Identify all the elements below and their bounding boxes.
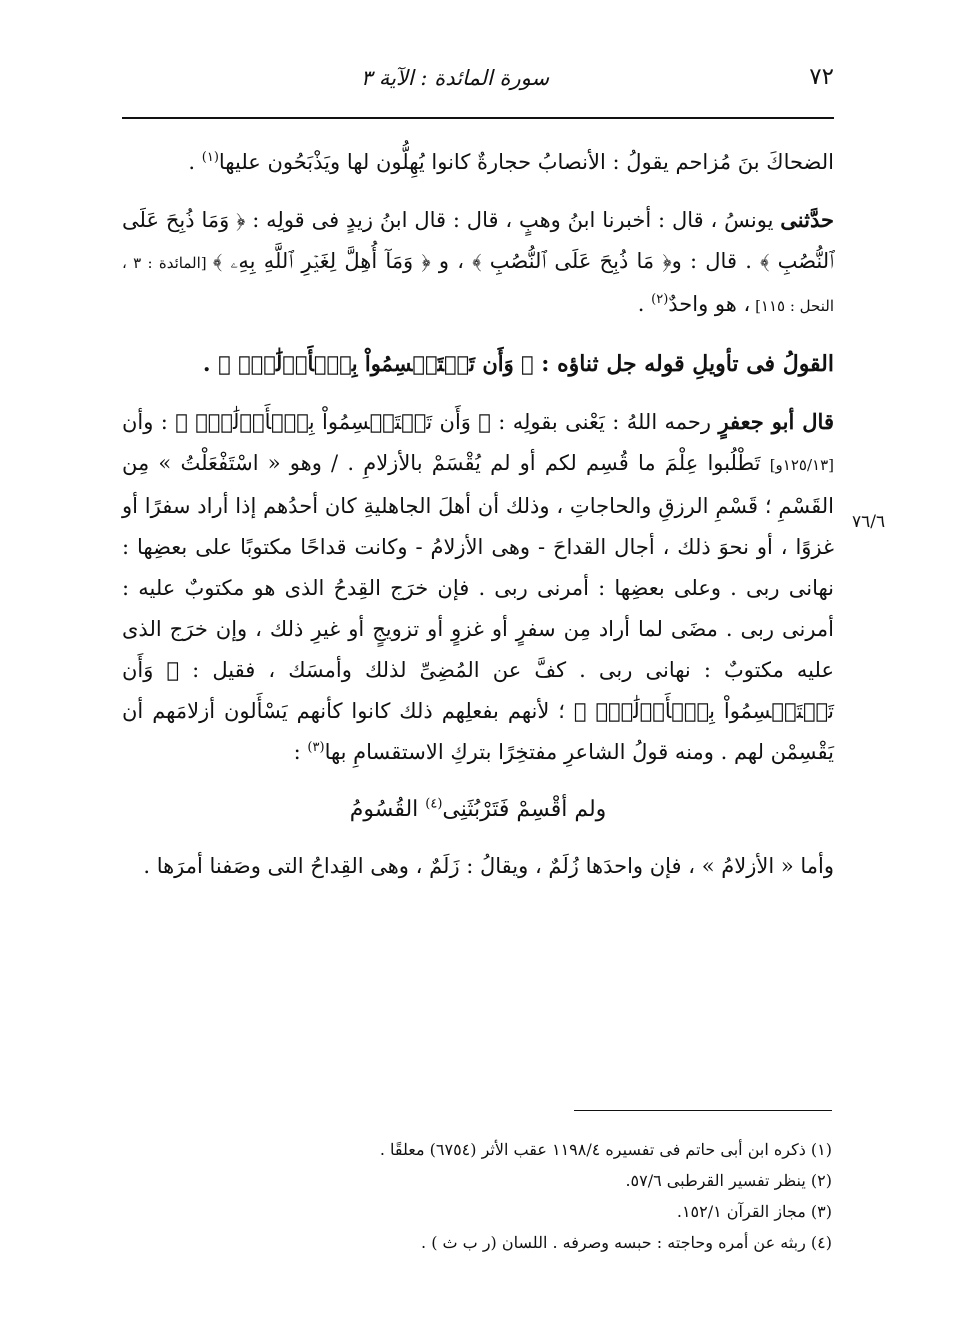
- quran-quote: ﴿ وَأَن تَسۡتَقۡسِمُواْ بِٱلۡأَزۡلَٰمِۚ ﴾: [122, 658, 835, 723]
- quran-quote: ﴿ وَمَآ أُهِلَّ لِغَيۡرِ ٱللَّهِ بِهِۦ ﴾: [212, 249, 431, 273]
- paragraph-text: تَطْلُبوا عِلْمَ ما قُسِم لكم أو لم يُقْسَمْ بالأزلامِ . / وهو « اسْتَفْعَلْتُ » مِن القَسْمِ ؛ قَسْمِ الرزقِ والحاجاتِ ، وذلك أن أهلَ الجاهليةِ كان أحدُهم إذا أراد سفرًا أو غزوًا ، أو نحوَ ذلك ، أجال القداحَ - وهى الأزلامُ - وكانت قداحًا مكتوبًا على بعضِها : نهانى ربى . وعلى بعضِها : أمرنى ربى . فإن خرَج القِدحُ الذى هو مكتوبٌ عليه : أمرنى ربى . مضَى لما أراد مِن سفرٍ أو غزوٍ أو تزويجٍ أو غيرِ ذلك ، وإن خرَج الذى عليه مكتوبٌ : نهانى ربى . كفَّ عن المُضِىِّ لذلك وأمسَك ، فقيل :: [122, 451, 834, 682]
- paragraph-3: [122, 401, 834, 773]
- footnotes: [230, 1134, 832, 1258]
- manuscript-reference: [١٢٥/١٣و]: [769, 456, 834, 474]
- paragraph-text: يونسُ ، قال : أخبرنا ابنُ وهبٍ ، قال : قال ابنُ زيدٍ فى قولِه :: [245, 208, 781, 232]
- paragraph-text: .: [188, 150, 202, 174]
- footnote-marker: (٣): [307, 740, 325, 755]
- footnote-marker: (٢): [651, 292, 669, 307]
- footnote-rule: [574, 1110, 832, 1111]
- quran-quote: ﴿ وَمَا ذُبِحَ عَلَى ٱلنُّصُبِ ﴾: [122, 208, 834, 273]
- header-rule: [122, 117, 834, 119]
- verse-text: ولم أقْسِمْ فَتَرْبُثَنِى: [442, 797, 607, 822]
- page-number: ٧٢: [809, 64, 834, 90]
- footnote-4: (٤) ربثه عن أمره وحاجته : حبسه وصرفه . اللسان (ر ب ث ) .: [421, 1233, 832, 1252]
- paragraph-text: :: [293, 740, 308, 764]
- paragraph-text: وأما « الأزلامُ » ، فإن واحدَها زُلَمٌ ، ويقالُ : زَلَمٌ ، وهى القِداحُ التى وصَفنا أمرَها .: [143, 854, 834, 878]
- paragraph-text: ، و: [430, 249, 473, 273]
- paragraph-4: [122, 846, 834, 887]
- paragraph-1: [122, 142, 834, 183]
- paragraph-text: : وأن: [122, 410, 176, 434]
- verse-reference: [المائدة : ٣ ، النحل : ١١٥]: [122, 254, 834, 315]
- footnote-3: (٣) مجاز القرآن ١٥٢/١.: [676, 1202, 832, 1221]
- section-heading: [122, 343, 834, 385]
- narration-lead: قال أبو جعفرٍ: [718, 409, 834, 434]
- paragraph-text: رحمه اللهُ : يَعْنى بقولِه :: [490, 410, 719, 434]
- main-text: [122, 142, 834, 903]
- running-title: سورة المائدة : الآية ٣: [360, 66, 550, 90]
- paragraph-text: ، هو واحدٌ: [668, 292, 751, 316]
- paragraph-text: الضحاكَ بنَ مُزاحم يقولُ : الأنصابُ حجارةٌ كانوا يُهِلُّون لها ويَذْبَحُون عليها: [218, 150, 834, 174]
- footnote-marker: (١): [201, 150, 219, 165]
- quran-quote: ﴿ وَأَن تَسۡتَقۡسِمُواْ بِٱلۡأَزۡلَٰمِۚ ﴾: [175, 410, 491, 434]
- verse-text: القُسُومُ: [349, 797, 426, 822]
- paragraph-text: . قال : و: [671, 249, 761, 273]
- paragraph-text: ؛ لأنهم بفعلِهم ذلك كانوا كأنهم يَسْأَلون أزلامَهم أن يَقْسِمْن لهم . ومنه قولُ الشاعرِ مفتخِرًا بتركِ الاستقسامِ بها: [122, 699, 834, 764]
- footnote-2: (٢) ينظر تفسير القرطبى ٥٧/٦.: [625, 1171, 832, 1190]
- quran-quote: ﴿ مَا ذُبِحَ عَلَى ٱلنُّصُبِ ﴾: [472, 249, 672, 273]
- narration-lead: حدَّثنى: [780, 207, 834, 232]
- quran-quote: ﴿ وَأَن تَسۡتَقۡسِمُواْ بِٱلۡأَزۡلَٰمِۚ ﴾: [218, 351, 534, 376]
- footnote-1: (١) ذكره ابن أبى حاتم فى تفسيره ١١٩٨/٤ عقب الأثر (٦٧٥٤) معلقًا .: [379, 1140, 832, 1159]
- heading-text: .: [202, 351, 219, 377]
- paragraph-2: [122, 199, 834, 327]
- footnote-marker: (٤): [425, 796, 443, 812]
- heading-text: القولُ فى تأويلِ قوله جل ثناؤه :: [533, 351, 834, 377]
- paragraph-text: .: [637, 292, 652, 316]
- poetry-verse: [122, 789, 834, 830]
- margin-reference: ٧٦/٦: [852, 512, 886, 532]
